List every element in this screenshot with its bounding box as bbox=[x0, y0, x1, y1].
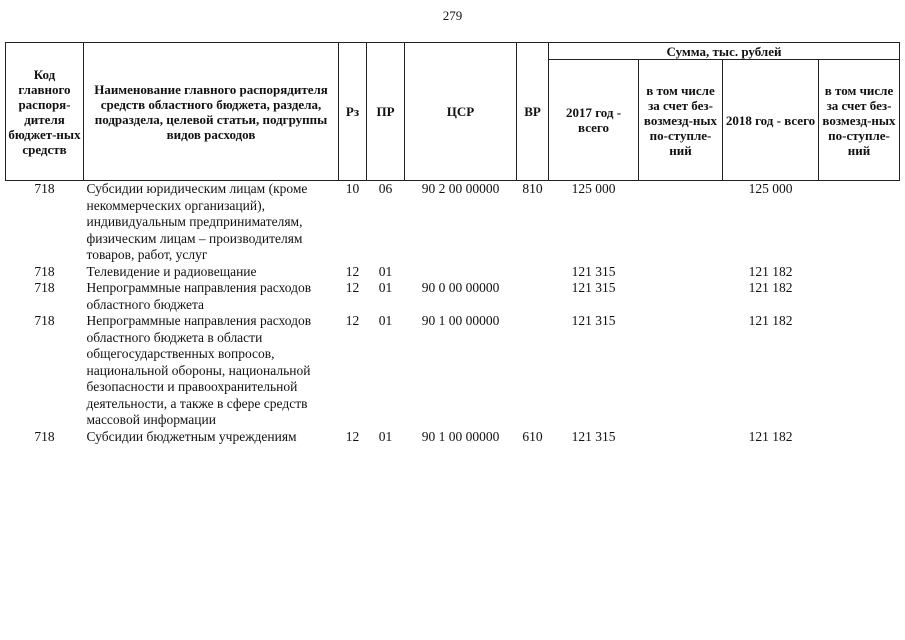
cell-2017-free bbox=[639, 313, 723, 429]
cell-2018-free bbox=[819, 181, 900, 264]
cell-2018: 121 182 bbox=[748, 428, 793, 444]
cell-rz: 12 bbox=[345, 428, 360, 444]
cell-2018: 121 182 bbox=[748, 263, 793, 279]
cell-2018: 121 182 bbox=[748, 280, 793, 295]
table-row bbox=[6, 280, 900, 313]
cell-vr bbox=[517, 264, 549, 281]
cell-csr: 90 0 00 00000 bbox=[421, 280, 500, 295]
header-pr: ПР bbox=[367, 43, 405, 181]
cell-code: 718 bbox=[34, 313, 55, 328]
cell-pr: 01 bbox=[378, 313, 393, 328]
cell-name: Непрограммные направления расходов областного бюджета в области общегосударственных вопросов, национальной обороны, национальной безопасности и правоохранительной деятельности, а также в сфере средств массовой информации bbox=[86, 313, 312, 427]
cell-csr: 90 2 00 00000 bbox=[421, 181, 500, 196]
cell-pr: 01 bbox=[378, 263, 393, 279]
header-vr: ВР bbox=[517, 43, 549, 181]
cell-2018: 125 000 bbox=[748, 181, 793, 196]
cell-csr: 90 1 00 00000 bbox=[421, 313, 500, 328]
header-sum: Сумма, тыс. рублей bbox=[549, 43, 900, 60]
cell-rz: 12 bbox=[345, 313, 360, 328]
cell-2017-free bbox=[639, 181, 723, 264]
header-2017-total: 2017 год - всего bbox=[549, 60, 639, 181]
cell-csr: 90 1 00 00000 bbox=[421, 428, 500, 444]
cell-vr bbox=[517, 313, 549, 429]
table-row bbox=[6, 313, 900, 429]
cell-code: 718 bbox=[34, 280, 55, 295]
cell-rz: 10 bbox=[345, 181, 360, 196]
cell-code: 718 bbox=[34, 428, 55, 444]
header-code: Код главного распоря-дителя бюджет-ных средств bbox=[6, 43, 84, 181]
table-row bbox=[6, 264, 900, 281]
cell-2018: 121 182 bbox=[748, 313, 793, 328]
cell-vr: 610 bbox=[522, 428, 543, 444]
cell-code: 718 bbox=[34, 181, 55, 196]
cell-2017-free bbox=[639, 429, 723, 446]
cell-code: 718 bbox=[34, 263, 55, 279]
table-row bbox=[6, 429, 900, 446]
cell-name: Телевидение и радиовещание bbox=[86, 263, 257, 279]
header-name: Наименование главного распорядителя средств областного бюджета, раздела, подраздела, целевой статьи, подгруппы видов расходов bbox=[84, 43, 339, 181]
cell-2017-free bbox=[639, 264, 723, 281]
cell-2018-free bbox=[819, 313, 900, 429]
cell-rz: 12 bbox=[345, 263, 360, 279]
cell-2017: 121 315 bbox=[571, 313, 616, 328]
cell-csr bbox=[405, 264, 517, 281]
header-rz: Рз bbox=[339, 43, 367, 181]
cell-2018-free bbox=[819, 264, 900, 281]
cell-2017-free bbox=[639, 280, 723, 313]
cell-name: Непрограммные направления расходов областного бюджета bbox=[86, 280, 312, 312]
cell-2018-free bbox=[819, 429, 900, 446]
cell-vr: 810 bbox=[522, 181, 543, 196]
table-row bbox=[6, 181, 900, 264]
header-2018-total: 2018 год - всего bbox=[723, 60, 819, 181]
cell-vr bbox=[517, 280, 549, 313]
cell-name: Субсидии бюджетным учреждениям bbox=[86, 428, 297, 444]
cell-rz: 12 bbox=[345, 280, 360, 295]
cell-2017: 121 315 bbox=[571, 263, 616, 279]
cell-2017: 121 315 bbox=[571, 428, 616, 444]
header-csr: ЦСР bbox=[405, 43, 517, 181]
header-2017-free: в том числе за счет без-возмезд-ных по-ступле-ний bbox=[639, 60, 723, 181]
page-number: 279 bbox=[442, 8, 463, 23]
cell-2018-free bbox=[819, 280, 900, 313]
cell-2017: 125 000 bbox=[571, 181, 616, 196]
cell-pr: 06 bbox=[378, 181, 393, 196]
cell-pr: 01 bbox=[378, 280, 393, 295]
cell-name: Субсидии юридическим лицам (кроме некоммерческих организаций), индивидуальным предпринимателям, физическим лицам – производителям товаров, работ, услуг bbox=[86, 181, 308, 262]
cell-pr: 01 bbox=[378, 428, 393, 444]
cell-2017: 121 315 bbox=[571, 280, 616, 295]
budget-table bbox=[5, 42, 900, 445]
header-2018-free: в том числе за счет без-возмезд-ных по-ступле-ний bbox=[819, 60, 900, 181]
